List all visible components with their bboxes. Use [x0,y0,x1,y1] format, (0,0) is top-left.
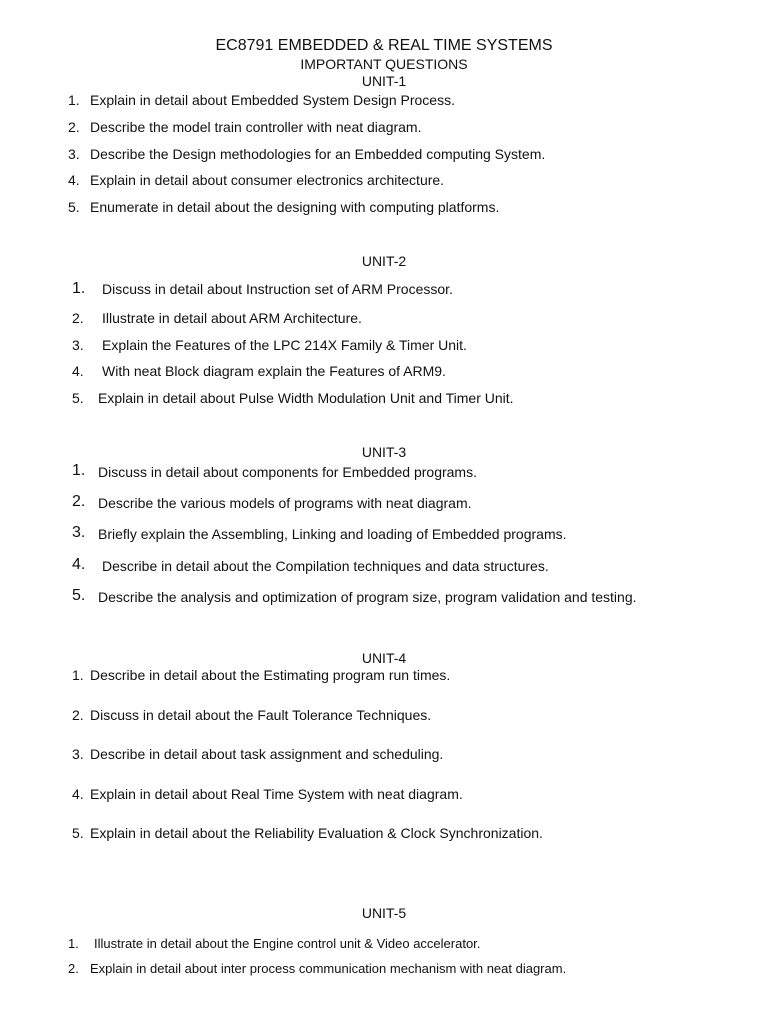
unit-2-heading: UNIT-2 [361,253,407,269]
question-text: Discuss in detail about Instruction set of ARM Processor. [102,281,453,297]
question-number: 1. [72,667,84,683]
question-text: Explain in detail about the Reliability Evaluation & Clock Synchronization. [90,825,543,841]
unit-4-heading: UNIT-4 [361,650,407,666]
question-text: Describe the Design methodologies for an Embedded computing System. [90,146,546,162]
question-text: Enumerate in detail about the designing with computing platforms. [90,199,500,215]
question-text: Explain in detail about inter process communication mechanism with neat diagram. [90,961,567,976]
question-number: 1. [68,936,79,951]
question-number: 2. [68,119,80,135]
question-text: Discuss in detail about components for Embedded programs. [98,464,477,480]
question-number: 4. [72,363,84,379]
question-number: 5. [72,825,84,841]
question-number: 5. [72,390,84,406]
question-text: Describe the model train controller with neat diagram. [90,119,422,135]
question-text: Describe in detail about the Estimating program run times. [90,667,451,683]
question-number: 4. [68,172,80,188]
question-number: 3. [72,524,86,541]
question-number: 4. [72,556,86,573]
question-number: 2. [68,961,79,976]
unit-3-heading: UNIT-3 [361,444,407,460]
unit-1-heading: UNIT-1 [361,73,407,89]
question-number: 5. [68,199,80,215]
question-text: Explain in detail about consumer electronics architecture. [90,172,445,188]
question-number: 2. [72,310,84,326]
question-text: Describe the various models of programs with neat diagram. [98,495,472,511]
question-number: 2. [72,493,86,510]
question-number: 5. [72,587,86,604]
question-text: Explain in detail about Pulse Width Modulation Unit and Timer Unit. [98,390,514,406]
question-number: 3. [72,746,84,762]
question-number: 1. [72,280,86,297]
question-text: Briefly explain the Assembling, Linking and loading of Embedded programs. [98,526,567,542]
question-text: Illustrate in detail about the Engine control unit & Video accelerator. [94,936,481,951]
question-text: With neat Block diagram explain the Features of ARM9. [102,363,446,379]
question-number: 3. [68,146,80,162]
question-text: Describe in detail about task assignment and scheduling. [90,746,444,762]
document-title: EC8791 EMBEDDED & REAL TIME SYSTEMS [215,37,553,54]
question-text: Discuss in detail about the Fault Tolerance Techniques. [90,707,432,723]
question-number: 4. [72,786,84,802]
question-text: Explain the Features of the LPC 214X Family & Timer Unit. [102,337,467,353]
question-number: 2. [72,707,84,723]
question-text: Describe the analysis and optimization of program size, program validation and testing. [98,589,637,605]
question-text: Illustrate in detail about ARM Architecture. [102,310,362,326]
document-subtitle: IMPORTANT QUESTIONS [300,56,468,72]
unit-5-heading: UNIT-5 [361,905,407,921]
question-number: 1. [72,462,86,479]
question-number: 1. [68,92,80,108]
question-text: Describe in detail about the Compilation techniques and data structures. [102,558,549,574]
question-text: Explain in detail about Embedded System Design Process. [90,92,455,108]
question-number: 3. [72,337,84,353]
question-text: Explain in detail about Real Time System with neat diagram. [90,786,463,802]
